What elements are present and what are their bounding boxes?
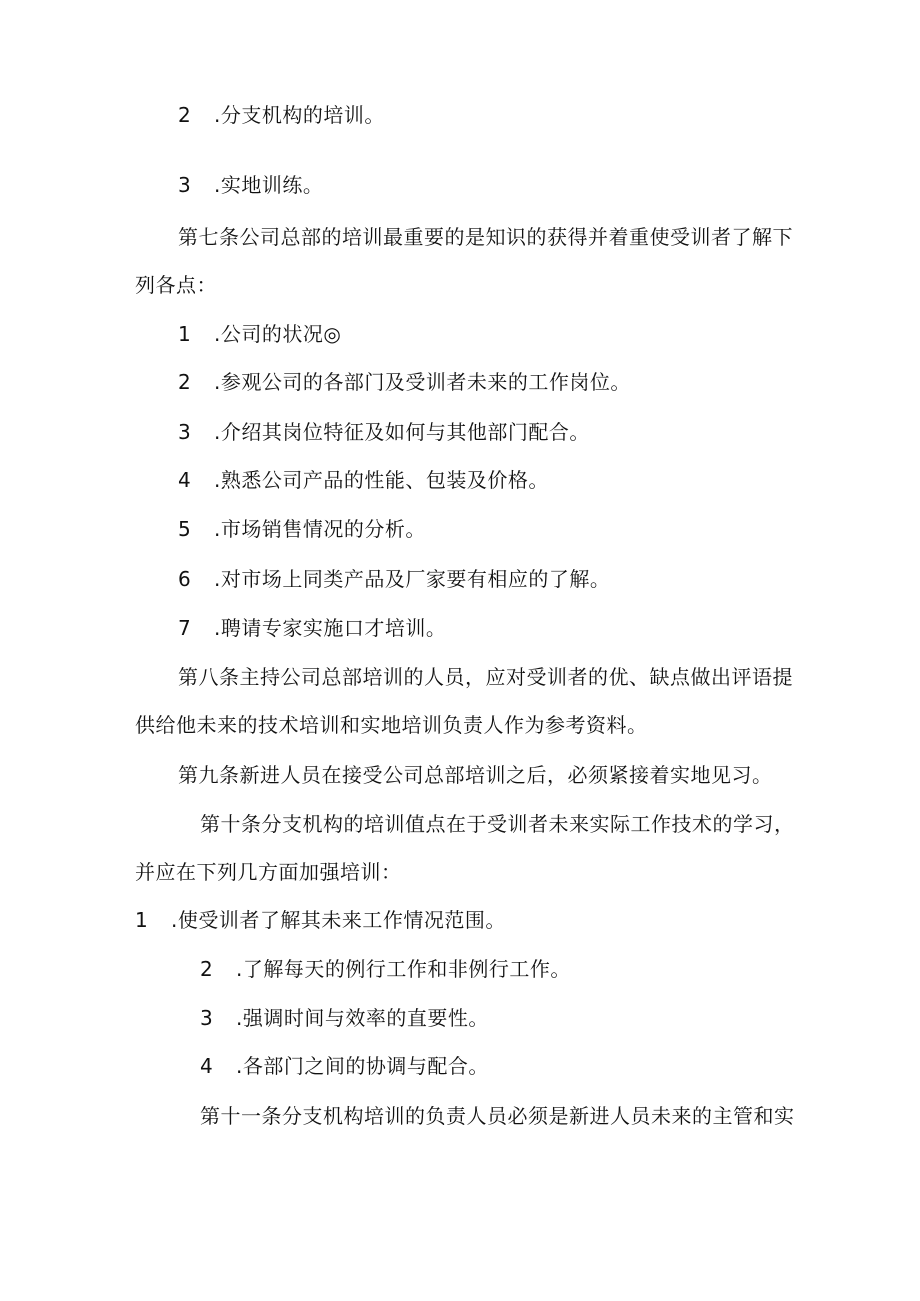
list-text: .聘请专家实施口才培训。 [214,616,447,640]
list-item [200,1054,489,1078]
list-text: .使受训者了解其未来工作情况范围。 [171,908,506,932]
list-number: 6 [178,567,192,591]
list-number: 3 [178,173,192,197]
list-item [178,420,590,444]
list-text: .对市场上同类产品及厂家要有相应的了解。 [214,567,611,591]
list-text: .各部门之间的协调与配合。 [236,1054,489,1078]
list-number: 4 [200,1054,214,1078]
list-number: 2 [178,103,192,127]
paragraph-line: 第十一条分支机构培训的负责人员必须是新进人员未来的主管和实 [200,1104,795,1128]
list-text: .熟悉公司产品的性能、包装及价格。 [214,468,549,492]
list-item [178,468,549,492]
list-text: .了解每天的例行工作和非例行工作。 [236,957,571,981]
list-item [178,322,341,346]
list-item [200,957,571,981]
list-number: 5 [178,517,192,541]
list-item [178,173,323,197]
list-text: .公司的状况◎ [214,322,342,346]
paragraph-line: 并应在下列几方面加强培训： [135,860,402,884]
list-item [135,908,506,932]
list-item [178,370,631,394]
list-item [178,616,446,640]
list-number: 3 [178,420,192,444]
list-text: .市场销售情况的分析。 [214,517,426,541]
list-item [200,1006,489,1030]
list-text: .实地训练。 [214,173,324,197]
list-text: .分支机构的培训。 [214,103,385,127]
list-item [178,517,426,541]
list-number: 1 [178,322,192,346]
list-text: .参观公司的各部门及受训者未来的工作岗位。 [214,370,631,394]
list-number: 2 [200,957,214,981]
paragraph-line: 列各点： [135,273,217,297]
paragraph-line: 第十条分支机构的培训值点在于受训者未来实际工作技术的学习， [200,812,795,836]
list-number: 7 [178,616,192,640]
list-number: 1 [135,908,149,932]
paragraph-line: 第七条公司总部的培训最重要的是知识的获得并着重使受训者了解下 [178,225,793,249]
list-item [178,103,385,127]
list-number: 4 [178,468,192,492]
paragraph-line: 第九条新进人员在接受公司总部培训之后，必须紧接着实地见习。 [178,763,773,787]
list-number: 2 [178,370,192,394]
paragraph-line: 供给他未来的技术培训和实地培训负责人作为参考资料。 [135,713,648,737]
list-text: .强调时间与效率的直要性。 [236,1006,489,1030]
list-item [178,567,610,591]
paragraph-line: 第八条主持公司总部培训的人员，应对受训者的优、缺点做出评语提 [178,665,793,689]
list-number: 3 [200,1006,214,1030]
list-text: .介绍其岗位特征及如何与其他部门配合。 [214,420,590,444]
